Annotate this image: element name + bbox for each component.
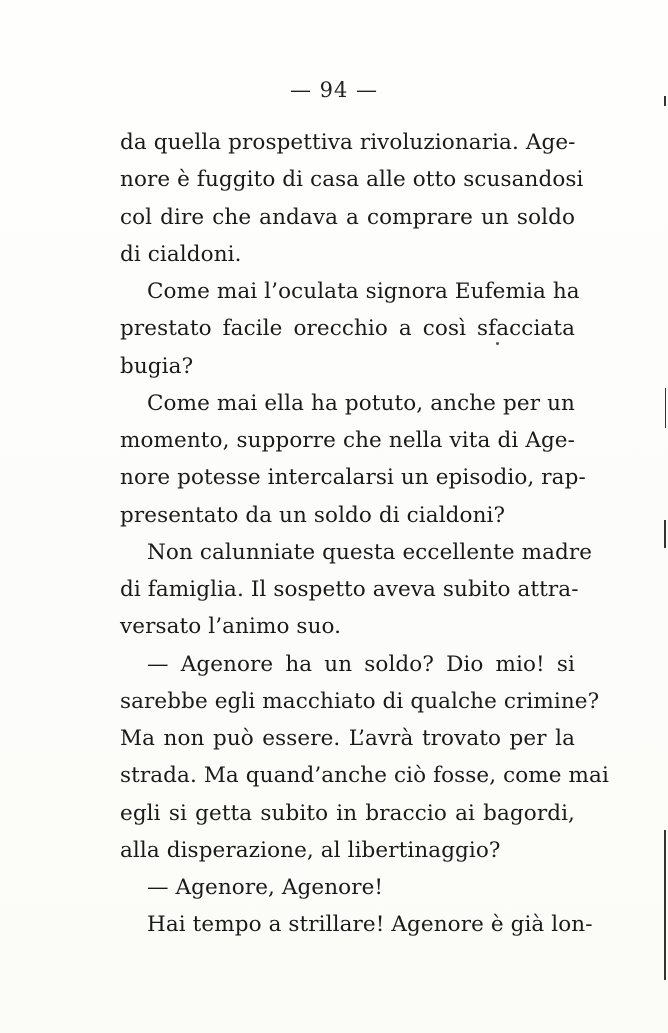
text-line: presentato da un soldo di cialdoni? [120,502,506,528]
text-line: bugia? [120,353,194,379]
body-text [120,124,609,944]
text-line: — Agenore ha un soldo? Dio mio! si [147,651,575,677]
text-line: col dire che andava a comprare un soldo [120,204,575,230]
scan-edge-mark [664,96,666,106]
page-number: — 94 — [289,78,379,102]
scan-edge-mark [664,830,666,980]
text-line: sarebbe egli macchiato di qualche crimine? [120,688,600,714]
text-line: di cialdoni. [120,241,242,267]
text-line: nore è fuggito di casa alle otto scusandosi [120,167,584,193]
text-line: Non calunniate questa eccellente madre [147,539,593,565]
text-line: prestato facile orecchio a così sfacciata [120,316,575,342]
text-line: di famiglia. Il sospetto aveva subito attra- [120,577,579,602]
text-line: alla disperazione, al libertinaggio? [120,837,501,863]
scan-edge-mark [664,520,666,548]
text-line: Hai tempo a strillare! Agenore è già lon- [147,912,593,938]
text-line: — Agenore, Agenore! [147,875,384,900]
text-line: da quella prospettiva rivoluzionaria. Age- [120,130,576,155]
scan-speck [496,342,499,345]
text-line: Come mai l’oculata signora Eufemia ha [147,279,580,304]
text-line: Ma non può essere. L’avrà trovato per la [120,726,575,751]
scan-edge-mark [665,388,666,428]
text-line: Come mai ella ha potuto, anche per un [147,390,575,416]
text-line: nore potesse intercalarsi un episodio, rap- [120,465,586,491]
text-line: egli si getta subito in braccio ai bagordi, [120,800,575,826]
text-line: momento, supporre che nella vita di Age- [120,428,575,453]
text-line: versato l’animo suo. [120,614,342,640]
text-line: strada. Ma quand’anche ciò fosse, come mai [120,763,609,789]
